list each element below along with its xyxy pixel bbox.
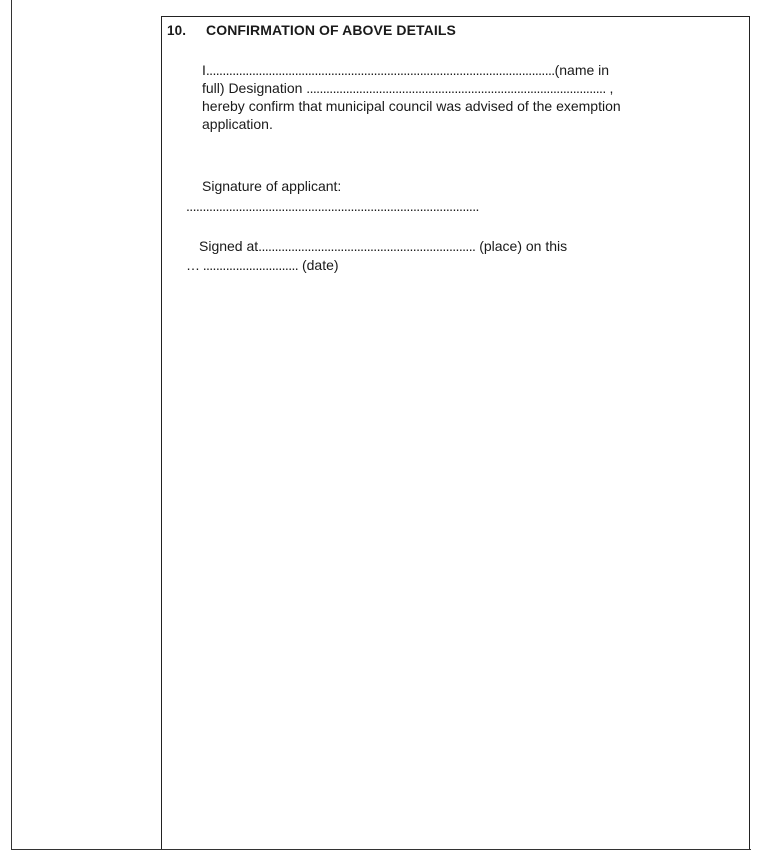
pronoun-text: I <box>202 62 206 78</box>
date-label: (date) <box>301 257 339 273</box>
bottom-rule <box>11 849 751 850</box>
date-fill-line[interactable]: … ............................. <box>186 257 299 273</box>
date-line <box>186 257 339 274</box>
confirmation-line-1 <box>202 62 609 79</box>
signed-at-line <box>199 238 567 255</box>
signature-label: Signature of applicant: <box>202 178 342 194</box>
confirmation-line-4: application. <box>202 116 273 132</box>
signed-at-label: Signed at <box>199 238 259 254</box>
place-fill-line[interactable]: .................................................................. <box>258 238 476 254</box>
designation-fill-line[interactable]: ........................................................................................... <box>306 80 606 96</box>
section-heading <box>167 22 456 38</box>
confirmation-form-box <box>161 16 750 849</box>
name-fill-line[interactable]: .......................................................................................................... <box>205 62 555 78</box>
confirmation-line-2 <box>202 80 613 97</box>
comma-text: , <box>609 80 614 96</box>
designation-label: full) Designation <box>202 80 303 96</box>
left-margin-rule <box>11 0 12 850</box>
place-on-this-text: (place) on this <box>479 238 568 254</box>
section-number: 10. <box>167 23 187 38</box>
signature-fill-line[interactable]: ......................................................................................... <box>186 198 479 214</box>
confirmation-line-3: hereby confirm that municipal council was advised of the exemption <box>202 98 621 114</box>
section-title: CONFIRMATION OF ABOVE DETAILS <box>206 22 456 38</box>
name-in-text: (name in <box>554 62 610 78</box>
